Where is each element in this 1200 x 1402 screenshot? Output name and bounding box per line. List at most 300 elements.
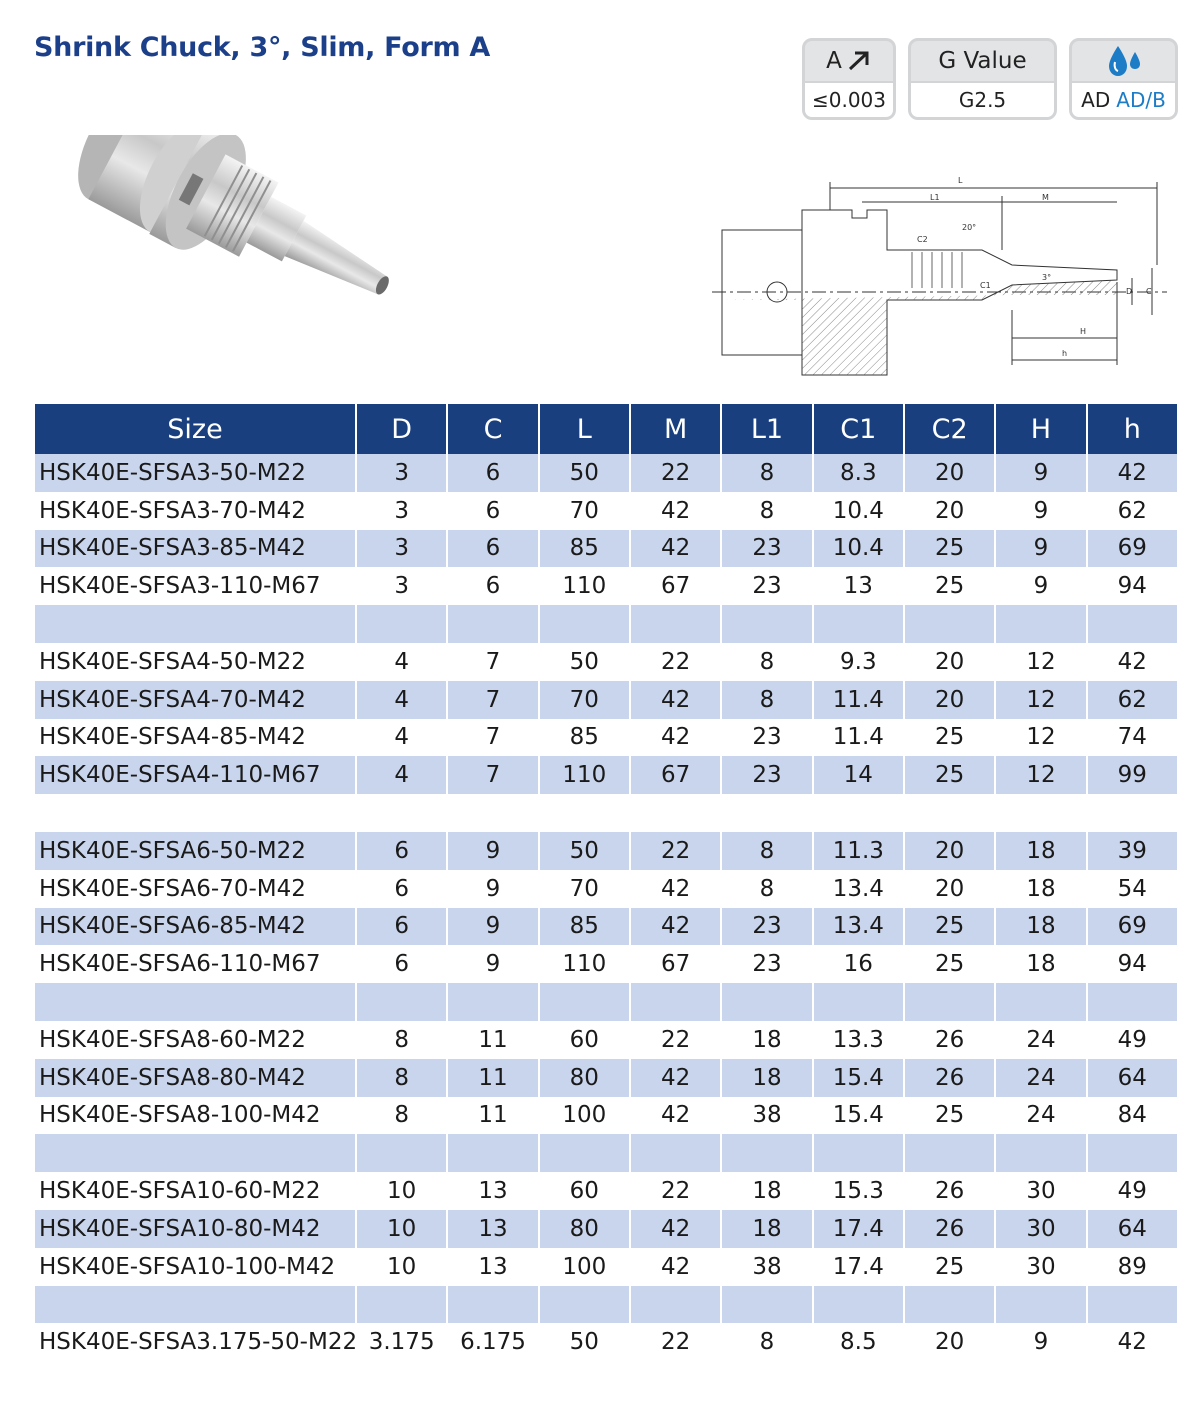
spacer-cell (448, 794, 537, 832)
spacer-row (35, 1286, 1177, 1324)
value-cell: 26 (905, 1059, 994, 1097)
dim-label-angle: 20° (962, 223, 977, 232)
spacer-cell (905, 983, 994, 1021)
value-cell: 23 (722, 908, 811, 946)
value-cell: 62 (1088, 681, 1177, 719)
dim-label-M: M (1042, 193, 1049, 202)
size-cell: HSK40E-SFSA6-85-M42 (35, 908, 355, 946)
size-cell: HSK40E-SFSA3-85-M42 (35, 530, 355, 568)
dim-label-L: L (958, 176, 963, 185)
spacer-cell (905, 1286, 994, 1324)
column-header: L1 (722, 404, 811, 454)
value-cell: 85 (569, 724, 599, 751)
value-cell: 42 (661, 1102, 691, 1129)
value-cell: 42 (1117, 648, 1147, 675)
value-cell: 85 (540, 908, 629, 946)
spacer-cell (722, 1286, 811, 1324)
value-cell: 10 (387, 1178, 417, 1205)
value-cell: 14 (814, 756, 903, 794)
value-cell: 8 (759, 497, 775, 524)
value-cell: 8 (394, 1102, 409, 1129)
coolant-badge-header (1072, 41, 1175, 81)
size-cell: HSK40E-SFSA10-60-M22 (39, 1178, 321, 1205)
balance-value: G2.5 (911, 81, 1054, 117)
value-cell: 8.3 (814, 454, 903, 492)
value-cell: 85 (540, 530, 629, 568)
value-cell: 8 (722, 681, 811, 719)
value-cell: 20 (934, 1329, 965, 1356)
value-cell: 38 (752, 1102, 782, 1129)
value-cell: 11.4 (832, 724, 884, 751)
coolant-value-accent: AD/B (1116, 88, 1166, 112)
spacer-cell (905, 1134, 994, 1172)
spacer-row (35, 794, 1177, 832)
value-cell: 18 (752, 1178, 782, 1205)
value-cell: 26 (934, 1026, 965, 1053)
value-cell: 70 (569, 875, 599, 902)
value-cell: 20 (934, 875, 965, 902)
value-cell: 20 (934, 497, 965, 524)
value-cell: 67 (661, 951, 691, 978)
value-cell: 42 (1117, 1329, 1147, 1356)
value-cell: 80 (540, 1059, 629, 1097)
accuracy-badge (802, 38, 896, 120)
value-cell: 6 (485, 573, 501, 600)
value-cell: 8 (759, 1329, 775, 1356)
value-cell: 42 (661, 875, 691, 902)
dim-label-C1: C1 (980, 281, 991, 290)
value-cell: 24 (1026, 1026, 1056, 1053)
dim-label-L1: L1 (930, 193, 940, 202)
value-cell: 100 (562, 1102, 607, 1129)
value-cell: 25 (934, 1102, 965, 1129)
spacer-cell (631, 605, 720, 643)
spec-table (33, 404, 1179, 1361)
value-cell: 69 (1088, 530, 1177, 568)
value-cell: 13.4 (814, 908, 903, 946)
table-body (35, 454, 1177, 1361)
spacer-cell (814, 794, 903, 832)
page-title: Shrink Chuck, 3°, Slim, Form A (34, 32, 491, 63)
value-cell: 7 (485, 724, 501, 751)
value-cell: 67 (661, 573, 691, 600)
value-cell: 10 (387, 1253, 417, 1280)
value-cell: 25 (905, 530, 994, 568)
value-cell: 16 (843, 951, 873, 978)
column-header: D (357, 404, 446, 454)
column-header: Size (35, 404, 355, 454)
value-cell: 26 (905, 1210, 994, 1248)
table-row (35, 1097, 1177, 1135)
value-cell: 23 (722, 530, 811, 568)
size-cell: HSK40E-SFSA4-70-M42 (35, 681, 355, 719)
dim-label-h: h (1062, 349, 1068, 358)
value-cell: 23 (752, 951, 782, 978)
spacer-cell (540, 605, 629, 643)
value-cell: 60 (569, 1026, 599, 1053)
accuracy-value: ≤0.003 (805, 81, 893, 117)
value-cell: 8.5 (840, 1329, 877, 1356)
value-cell: 6 (357, 908, 446, 946)
value-cell: 25 (905, 908, 994, 946)
spacer-row (35, 605, 1177, 643)
value-cell: 10 (357, 1210, 446, 1248)
value-cell: 50 (569, 648, 599, 675)
spacer-cell (35, 1286, 355, 1324)
value-cell: 25 (934, 724, 965, 751)
spacer-cell (540, 983, 629, 1021)
dim-label-taper: 3° (1042, 273, 1052, 282)
value-cell: 6 (448, 454, 537, 492)
value-cell: 42 (631, 1059, 720, 1097)
value-cell: 25 (934, 1253, 965, 1280)
size-cell: HSK40E-SFSA6-70-M42 (39, 875, 306, 902)
value-cell: 8 (722, 454, 811, 492)
table-row (35, 454, 1177, 492)
value-cell: 11 (478, 1026, 508, 1053)
size-cell: HSK40E-SFSA8-80-M42 (35, 1059, 355, 1097)
table-row (35, 1021, 1177, 1059)
table-row (35, 1248, 1177, 1286)
value-cell: 9.3 (840, 648, 877, 675)
value-cell: 9 (996, 530, 1085, 568)
spacer-cell (814, 983, 903, 1021)
value-cell: 99 (1088, 756, 1177, 794)
spacer-cell (357, 1286, 446, 1324)
value-cell: 42 (631, 681, 720, 719)
value-cell: 9 (1033, 497, 1049, 524)
value-cell: 11 (448, 1059, 537, 1097)
value-cell: 42 (661, 724, 691, 751)
value-cell: 4 (357, 756, 446, 794)
size-cell: HSK40E-SFSA3-70-M42 (39, 497, 306, 524)
value-cell: 30 (1026, 1253, 1056, 1280)
spacer-cell (448, 1286, 537, 1324)
column-header: H (996, 404, 1085, 454)
spacer-cell (722, 983, 811, 1021)
spacer-cell (722, 794, 811, 832)
spacer-cell (540, 1134, 629, 1172)
spacer-cell (1088, 605, 1177, 643)
table-row (35, 1210, 1177, 1248)
value-cell: 18 (722, 1059, 811, 1097)
value-cell: 7 (448, 756, 537, 794)
value-cell: 30 (996, 1210, 1085, 1248)
size-cell: HSK40E-SFSA8-60-M22 (39, 1026, 306, 1053)
value-cell: 38 (752, 1253, 782, 1280)
spacer-row (35, 983, 1177, 1021)
value-cell: 23 (752, 724, 782, 751)
value-cell: 22 (661, 1026, 691, 1053)
value-cell: 12 (1026, 724, 1056, 751)
value-cell: 3 (394, 573, 409, 600)
value-cell: 100 (562, 1253, 607, 1280)
value-cell: 11.4 (814, 681, 903, 719)
spacer-cell (357, 1134, 446, 1172)
value-cell: 4 (394, 648, 409, 675)
value-cell: 13.4 (832, 875, 884, 902)
value-cell: 18 (996, 832, 1085, 870)
column-header: C2 (905, 404, 994, 454)
value-cell: 9 (448, 832, 537, 870)
value-cell: 22 (631, 832, 720, 870)
spacer-cell (905, 794, 994, 832)
spec-badges (802, 38, 1178, 120)
spacer-cell (540, 794, 629, 832)
value-cell: 20 (905, 681, 994, 719)
column-header: M (631, 404, 720, 454)
value-cell: 64 (1088, 1210, 1177, 1248)
value-cell: 9 (485, 875, 501, 902)
balance-badge (908, 38, 1057, 120)
value-cell: 8 (357, 1059, 446, 1097)
value-cell: 69 (1088, 908, 1177, 946)
value-cell: 11 (478, 1102, 508, 1129)
value-cell: 17.4 (832, 1253, 884, 1280)
value-cell: 64 (1088, 1059, 1177, 1097)
column-header: C (448, 404, 537, 454)
table-row (35, 1059, 1177, 1097)
value-cell: 7 (485, 648, 501, 675)
value-cell: 6 (394, 951, 409, 978)
table-row (35, 1323, 1177, 1361)
column-header: L (540, 404, 629, 454)
table-row (35, 756, 1177, 794)
value-cell: 84 (1117, 1102, 1147, 1129)
value-cell: 70 (540, 681, 629, 719)
spacer-cell (814, 605, 903, 643)
value-cell: 7 (448, 681, 537, 719)
value-cell: 30 (1026, 1178, 1056, 1205)
value-cell: 49 (1117, 1026, 1147, 1053)
value-cell: 13 (448, 1210, 537, 1248)
arrow-up-right-icon (846, 49, 872, 73)
value-cell: 18 (722, 1210, 811, 1248)
dim-label-D: D (1126, 287, 1133, 296)
value-cell: 12 (996, 681, 1085, 719)
value-cell: 4 (394, 724, 409, 751)
column-header: C1 (814, 404, 903, 454)
value-cell: 8 (759, 648, 775, 675)
size-cell: HSK40E-SFSA6-110-M67 (39, 951, 321, 978)
value-cell: 74 (1117, 724, 1147, 751)
value-cell: 6.175 (460, 1329, 526, 1356)
spacer-cell (631, 983, 720, 1021)
spacer-cell (996, 1134, 1085, 1172)
technical-drawing (712, 170, 1172, 385)
spacer-cell (631, 1134, 720, 1172)
value-cell: 9 (485, 951, 501, 978)
value-cell: 13.3 (832, 1026, 884, 1053)
value-cell: 17.4 (814, 1210, 903, 1248)
spacer-cell (1088, 794, 1177, 832)
value-cell: 60 (569, 1178, 599, 1205)
size-cell: HSK40E-SFSA10-100-M42 (39, 1253, 336, 1280)
spacer-cell (996, 1286, 1085, 1324)
value-cell: 26 (934, 1178, 965, 1205)
size-cell: HSK40E-SFSA4-110-M67 (35, 756, 355, 794)
size-cell: HSK40E-SFSA3-50-M22 (35, 454, 355, 492)
value-cell: 39 (1088, 832, 1177, 870)
value-cell: 70 (569, 497, 599, 524)
size-cell: HSK40E-SFSA6-50-M22 (35, 832, 355, 870)
value-cell: 80 (540, 1210, 629, 1248)
value-cell: 18 (1026, 951, 1056, 978)
value-cell: 8 (722, 832, 811, 870)
value-cell: 15.4 (814, 1059, 903, 1097)
value-cell: 94 (1117, 573, 1147, 600)
value-cell: 62 (1117, 497, 1147, 524)
value-cell: 25 (934, 573, 965, 600)
spacer-cell (35, 983, 355, 1021)
table-row (35, 908, 1177, 946)
value-cell: 42 (631, 908, 720, 946)
table-row (35, 870, 1177, 908)
value-cell: 13 (843, 573, 873, 600)
balance-label: G Value (938, 48, 1027, 74)
spacer-cell (814, 1134, 903, 1172)
dim-label-C: C (1146, 287, 1152, 296)
value-cell: 67 (631, 756, 720, 794)
value-cell: 9 (448, 908, 537, 946)
value-cell: 25 (934, 951, 965, 978)
value-cell: 3 (394, 497, 409, 524)
table-row (35, 643, 1177, 681)
table-row (35, 1172, 1177, 1210)
value-cell: 15.3 (832, 1178, 884, 1205)
dim-label-C2: C2 (917, 235, 928, 244)
value-cell: 18 (752, 1026, 782, 1053)
coolant-value-main: AD (1081, 88, 1111, 112)
size-cell: HSK40E-SFSA8-100-M42 (39, 1102, 321, 1129)
size-cell: HSK40E-SFSA3-110-M67 (39, 573, 321, 600)
size-cell: HSK40E-SFSA4-50-M22 (39, 648, 306, 675)
spacer-cell (722, 1134, 811, 1172)
value-cell: 6 (394, 875, 409, 902)
value-cell: 20 (934, 648, 965, 675)
spacer-cell (540, 1286, 629, 1324)
value-cell: 42 (631, 530, 720, 568)
value-cell: 50 (540, 832, 629, 870)
spacer-row (35, 1134, 1177, 1172)
product-photo (40, 135, 410, 365)
value-cell: 24 (1026, 1102, 1056, 1129)
value-cell: 3.175 (368, 1329, 435, 1356)
coolant-value (1072, 81, 1175, 117)
value-cell: 8 (394, 1026, 409, 1053)
table-header-row (35, 404, 1177, 454)
table-row (35, 530, 1177, 568)
value-cell: 20 (905, 454, 994, 492)
value-cell: 9 (1033, 573, 1049, 600)
value-cell: 3 (357, 454, 446, 492)
value-cell: 13 (478, 1253, 508, 1280)
value-cell: 54 (1117, 875, 1147, 902)
table-row (35, 945, 1177, 983)
spacer-cell (631, 1286, 720, 1324)
value-cell: 6 (485, 497, 501, 524)
value-cell: 22 (631, 454, 720, 492)
value-cell: 4 (357, 681, 446, 719)
value-cell: 18 (1026, 875, 1056, 902)
table-row (35, 492, 1177, 530)
value-cell: 8 (759, 875, 775, 902)
dim-label-H: H (1080, 327, 1087, 336)
spacer-cell (35, 1134, 355, 1172)
spacer-cell (1088, 983, 1177, 1021)
size-cell: HSK40E-SFSA3.175-50-M22 (39, 1329, 358, 1356)
value-cell: 23 (752, 573, 782, 600)
spacer-cell (722, 605, 811, 643)
coolant-badge (1069, 38, 1178, 120)
value-cell: 110 (562, 951, 607, 978)
value-cell: 10.4 (832, 497, 884, 524)
value-cell: 12 (996, 756, 1085, 794)
value-cell: 23 (722, 756, 811, 794)
spacer-cell (357, 605, 446, 643)
value-cell: 3 (357, 530, 446, 568)
value-cell: 42 (661, 1253, 691, 1280)
spacer-cell (1088, 1286, 1177, 1324)
value-cell: 22 (661, 648, 691, 675)
spacer-cell (631, 794, 720, 832)
spacer-cell (996, 605, 1085, 643)
table-row (35, 567, 1177, 605)
accuracy-badge-header (805, 41, 893, 81)
value-cell: 25 (905, 756, 994, 794)
table-row (35, 681, 1177, 719)
spacer-cell (448, 605, 537, 643)
value-cell: 110 (562, 573, 607, 600)
spacer-cell (357, 983, 446, 1021)
value-cell: 20 (905, 832, 994, 870)
spacer-cell (905, 605, 994, 643)
value-cell: 6 (448, 530, 537, 568)
table-row (35, 719, 1177, 757)
coolant-drops-icon (1104, 44, 1144, 78)
spacer-cell (35, 605, 355, 643)
size-cell: HSK40E-SFSA10-80-M42 (35, 1210, 355, 1248)
value-cell: 50 (569, 1329, 599, 1356)
spacer-cell (357, 794, 446, 832)
accuracy-symbol: A (826, 48, 842, 74)
value-cell: 18 (996, 908, 1085, 946)
value-cell: 22 (661, 1329, 691, 1356)
value-cell: 11.3 (814, 832, 903, 870)
value-cell: 9 (996, 454, 1085, 492)
column-header: h (1088, 404, 1177, 454)
spacer-cell (996, 794, 1085, 832)
value-cell: 89 (1117, 1253, 1147, 1280)
value-cell: 22 (661, 1178, 691, 1205)
spacer-cell (1088, 1134, 1177, 1172)
value-cell: 50 (540, 454, 629, 492)
value-cell: 9 (1033, 1329, 1049, 1356)
spacer-cell (996, 983, 1085, 1021)
value-cell: 24 (996, 1059, 1085, 1097)
spacer-cell (35, 794, 355, 832)
value-cell: 42 (661, 497, 691, 524)
value-cell: 6 (357, 832, 446, 870)
value-cell: 15.4 (832, 1102, 884, 1129)
value-cell: 42 (631, 1210, 720, 1248)
value-cell: 110 (540, 756, 629, 794)
spacer-cell (448, 1134, 537, 1172)
value-cell: 12 (1026, 648, 1056, 675)
value-cell: 13 (478, 1178, 508, 1205)
value-cell: 10.4 (814, 530, 903, 568)
table-row (35, 832, 1177, 870)
